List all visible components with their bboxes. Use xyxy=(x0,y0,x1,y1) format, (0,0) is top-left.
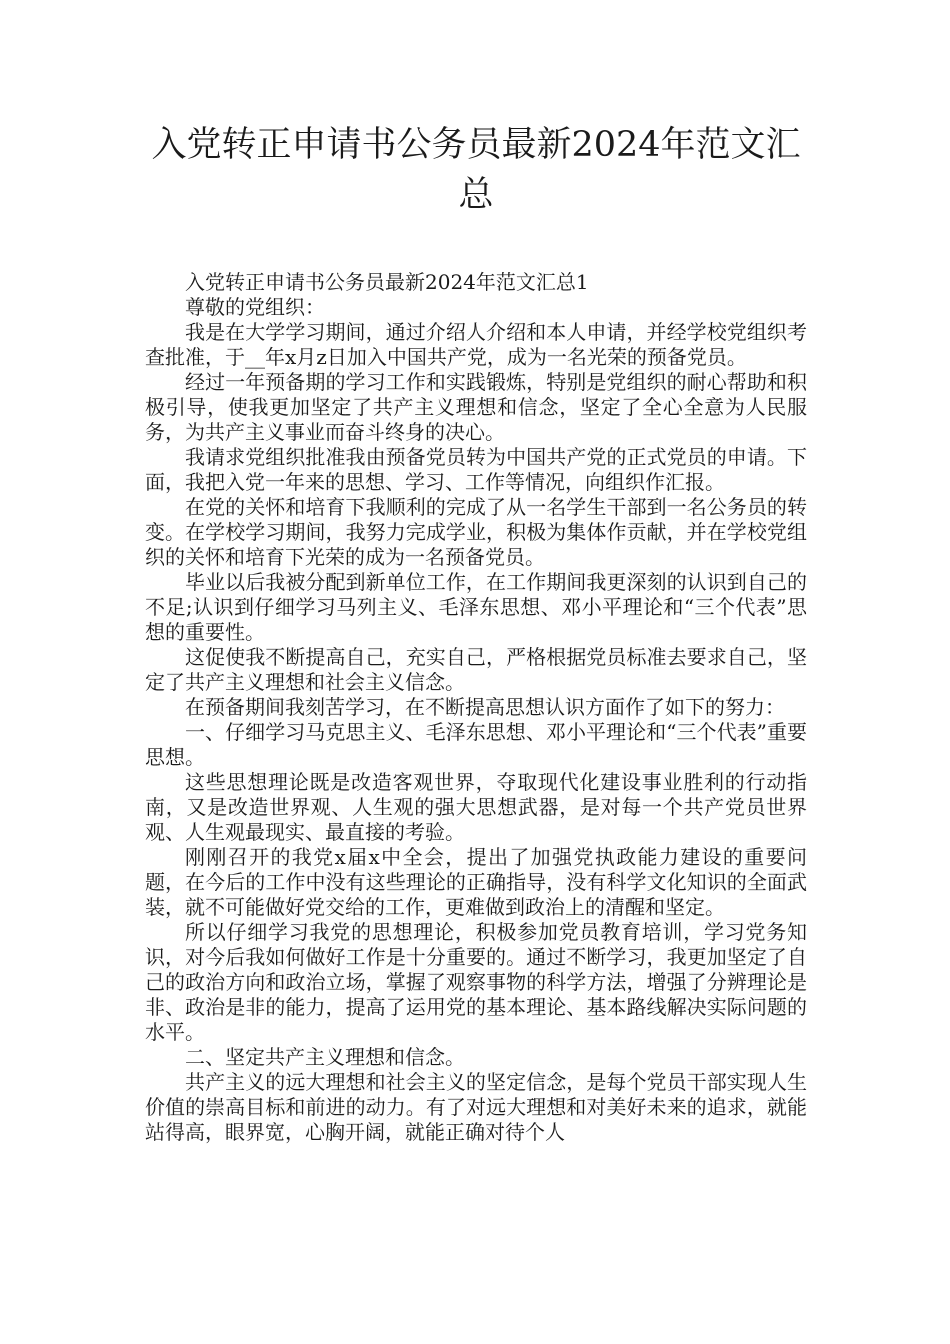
section-heading: 一、仔细学习马克思主义、毛泽东思想、邓小平理论和“三个代表”重要思想。 xyxy=(145,720,807,769)
paragraph: 我请求党组织批准我由预备党员转为中国共产党的正式党员的申请。下面，我把入党一年来的思想、学习、工作等情况，向组织作汇报。 xyxy=(145,445,807,494)
paragraph: 我是在大学学习期间，通过介绍人介绍和本人申请，并经学校党组织考查批准，于__年x月z日加入中国共产党，成为一名光荣的预备党员。 xyxy=(145,320,807,369)
document-body xyxy=(145,270,807,1145)
document-title: 入党转正申请书公务员最新2024年范文汇总 xyxy=(151,125,801,215)
paragraph: 经过一年预备期的学习工作和实践锻炼，特别是党组织的耐心帮助和积极引导，使我更加坚定了共产主义理想和信念，坚定了全心全意为人民服务，为共产主义事业而奋斗终身的决心。 xyxy=(145,370,807,444)
section-heading: 二、坚定共产主义理想和信念。 xyxy=(185,1045,465,1069)
paragraph-salutation: 尊敬的党组织： xyxy=(185,295,325,319)
paragraph: 在预备期间我刻苦学习，在不断提高思想认识方面作了如下的努力： xyxy=(185,695,785,719)
document-page xyxy=(145,120,807,1145)
paragraph-heading: 入党转正申请书公务员最新2024年范文汇总1 xyxy=(185,270,589,294)
paragraph: 在党的关怀和培育下我顺利的完成了从一名学生干部到一名公务员的转变。在学校学习期间，我努力完成学业，积极为集体作贡献，并在学校党组织的关怀和培育下光荣的成为一名预备党员。 xyxy=(145,495,807,569)
paragraph: 共产主义的远大理想和社会主义的坚定信念，是每个党员干部实现人生价值的崇高目标和前进的动力。有了对远大理想和对美好未来的追求，就能站得高，眼界宽，心胸开阔，就能正确对待个人 xyxy=(145,1070,807,1144)
paragraph: 所以仔细学习我党的思想理论，积极参加党员教育培训，学习党务知识，对今后我如何做好工作是十分重要的。通过不断学习，我更加坚定了自己的政治方向和政治立场，掌握了观察事物的科学方法，增强了分辨理论是非、政治是非的能力，提高了运用党的基本理论、基本路线解决实际问题的水平。 xyxy=(145,920,807,1044)
paragraph: 毕业以后我被分配到新单位工作，在工作期间我更深刻的认识到自己的不足;认识到仔细学习马列主义、毛泽东思想、邓小平理论和“三个代表”思想的重要性。 xyxy=(145,570,807,644)
paragraph: 这些思想理论既是改造客观世界，夺取现代化建设事业胜利的行动指南，又是改造世界观、人生观的强大思想武器，是对每一个共产党员世界观、人生观最现实、最直接的考验。 xyxy=(145,770,807,844)
paragraph: 这促使我不断提高自己，充实自己，严格根据党员标准去要求自己，坚定了共产主义理想和社会主义信念。 xyxy=(145,645,807,694)
paragraph: 刚刚召开的我党x届x中全会，提出了加强党执政能力建设的重要问题，在今后的工作中没有这些理论的正确指导，没有科学文化知识的全面武装，就不可能做好党交给的工作，更难做到政治上的清醒和坚定。 xyxy=(145,845,807,919)
